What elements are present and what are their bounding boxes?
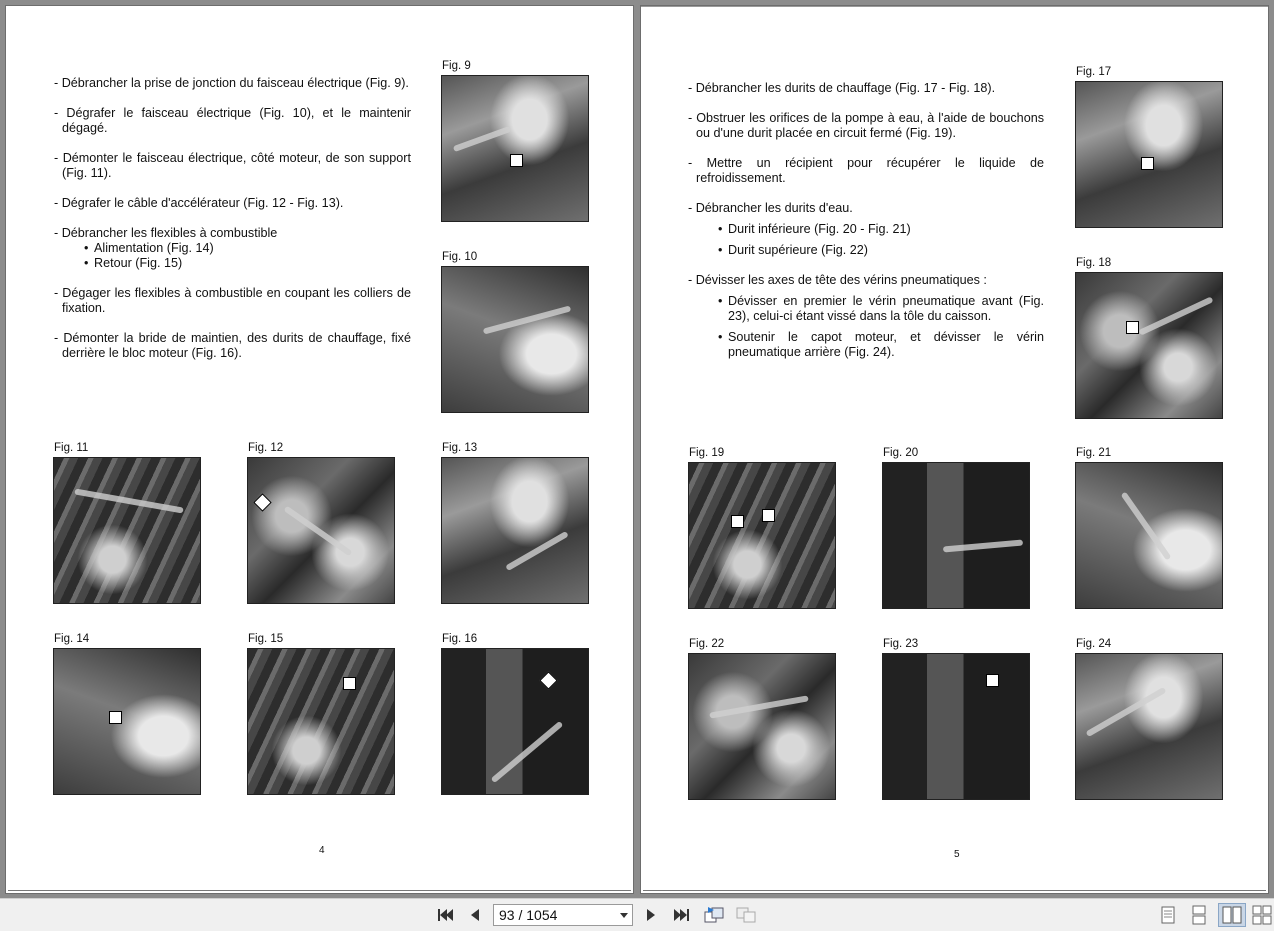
engine-photo [1075, 81, 1223, 228]
first-page-icon[interactable] [434, 905, 456, 925]
engine-photo [247, 457, 395, 604]
figure-caption: Fig. 17 [1076, 66, 1112, 78]
document-page-left [6, 6, 633, 893]
next-page-icon[interactable] [642, 905, 660, 925]
continuous-view-icon[interactable] [1188, 905, 1210, 925]
chevron-down-icon[interactable] [620, 913, 628, 918]
engine-photo [1075, 653, 1223, 800]
engine-photo [441, 648, 589, 795]
single-page-view-icon[interactable] [1157, 905, 1179, 925]
last-page-icon[interactable] [671, 905, 693, 925]
instruction-list-right [688, 81, 1044, 375]
engine-photo [882, 462, 1030, 609]
instruction-item: - Obstruer les orifices de la pompe à eau, à l'aide de bouchons ou d'une durit placée en circuit fermé (Fig. 19). [688, 111, 1044, 140]
instruction-item: - Mettre un récipient pour récupérer le liquide de refroidissement. [688, 156, 1044, 185]
instruction-item: - Débrancher les durits d'eau. [688, 201, 853, 215]
instruction-item: - Démonter la bride de maintien, des durits de chauffage, fixé derrière le bloc moteur (Fig. 16). [54, 331, 411, 360]
figure-caption: Fig. 10 [442, 251, 478, 263]
instruction-item: - Dégrafer le câble d'accélérateur (Fig. 12 - Fig. 13). [54, 196, 344, 210]
figure-caption: Fig. 21 [1076, 447, 1112, 459]
figure-caption: Fig. 23 [883, 638, 919, 650]
figure-caption: Fig. 16 [442, 633, 478, 645]
engine-photo [688, 653, 836, 800]
continuous-facing-view-icon[interactable] [1252, 905, 1272, 925]
engine-photo [53, 457, 201, 604]
instruction-item: - Dégager les flexibles à combustible en coupant les colliers de fixation. [54, 286, 411, 315]
figure-caption: Fig. 19 [689, 447, 725, 459]
engine-photo [688, 462, 836, 609]
engine-photo [441, 457, 589, 604]
instruction-subitem: • Soutenir le capot moteur, et dévisser le vérin pneumatique arrière (Fig. 24). [718, 330, 1044, 360]
next-view-icon[interactable] [735, 905, 759, 925]
instruction-item: - Débrancher la prise de jonction du faisceau électrique (Fig. 9). [54, 76, 409, 90]
engine-photo [882, 653, 1030, 800]
previous-view-icon[interactable] [703, 905, 727, 925]
figure-caption: Fig. 12 [248, 442, 284, 454]
two-page-view-icon[interactable] [1218, 903, 1246, 927]
instruction-item: - Débrancher les flexibles à combustible [54, 226, 278, 240]
instruction-item: - Dévisser les axes de tête des vérins pneumatiques : [688, 273, 987, 287]
instruction-subitem: • Retour (Fig. 15) [84, 256, 411, 271]
figure-caption: Fig. 9 [442, 60, 471, 72]
figure-caption: Fig. 20 [883, 447, 919, 459]
navigation-toolbar [0, 898, 1274, 931]
page-number: 5 [954, 849, 960, 860]
previous-page-icon[interactable] [466, 905, 484, 925]
engine-photo [53, 648, 201, 795]
engine-photo [441, 266, 589, 413]
page-number: 4 [319, 845, 325, 856]
figure-caption: Fig. 18 [1076, 257, 1112, 269]
instruction-item: - Débrancher les durits de chauffage (Fig. 17 - Fig. 18). [688, 81, 996, 95]
engine-photo [247, 648, 395, 795]
figure-caption: Fig. 14 [54, 633, 90, 645]
engine-photo [1075, 462, 1223, 609]
figure-caption: Fig. 24 [1076, 638, 1112, 650]
instruction-subitem: • Durit inférieure (Fig. 20 - Fig. 21) [718, 222, 1044, 237]
page-indicator-text: 93 / 1054 [499, 907, 558, 923]
engine-photo [1075, 272, 1223, 419]
instruction-subitem: • Durit supérieure (Fig. 22) [718, 243, 1044, 258]
instruction-list-left [54, 76, 411, 376]
instruction-subitem: • Alimentation (Fig. 14) [84, 241, 411, 256]
engine-photo [441, 75, 589, 222]
figure-caption: Fig. 13 [442, 442, 478, 454]
figure-caption: Fig. 15 [248, 633, 284, 645]
document-page-right [641, 6, 1268, 893]
instruction-item: - Démonter le faisceau électrique, côté moteur, de son support (Fig. 11). [54, 151, 411, 180]
page-number-selector[interactable] [493, 904, 633, 926]
instruction-item: - Dégrafer le faisceau électrique (Fig. 10), et le maintenir dégagé. [54, 106, 411, 135]
figure-caption: Fig. 22 [689, 638, 725, 650]
figure-caption: Fig. 11 [54, 442, 89, 454]
instruction-subitem: • Dévisser en premier le vérin pneumatique avant (Fig. 23), celui-ci étant vissé dans la tôle du caisson. [718, 294, 1044, 324]
